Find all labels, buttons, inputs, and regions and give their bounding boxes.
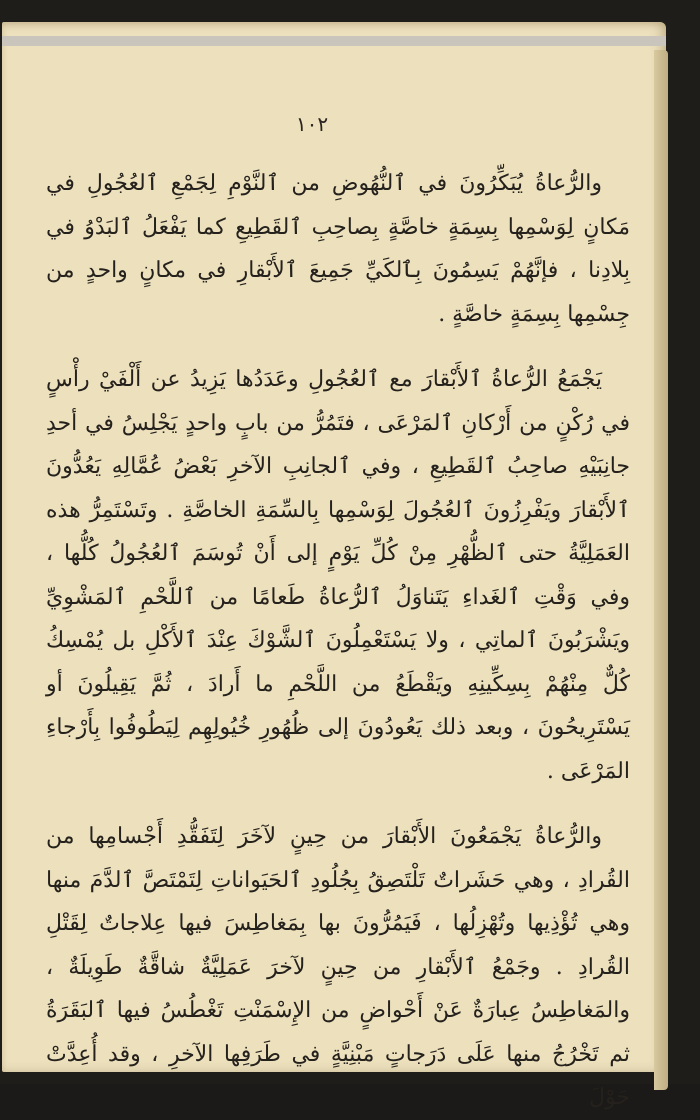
book-page (2, 22, 666, 1110)
page-top-edge (2, 36, 666, 46)
paragraph-herding-process: يَجْمَعُ الرُّعاةُ ٱلأَبْقارَ مع ٱلعُجُولِ وعَدَدُها يَزِيدُ عن أَلْفَيْ رأْسٍ في رُكْنٍ من أَرْكانِ ٱلمَرْعَى ، فتَمُرُّ من بابٍ واحدٍ يَجْلِسُ في أحدِ جانِبَيْهِ صاحِبُ ٱلقَطِيعِ ، وفي ٱلجانِبِ الآخرِ بَعْضُ عُمَّالِهِ يَعُدُّونَ ٱلأَبْقارَ ويَفْرِزُونَ ٱلعُجُولَ لِوَسْمِها بِالسِّمَةِ الخاصَّةِ . وتَسْتَمِرُّ هذه العَمَلِيَّةُ حتى ٱلظُّهْرِ مِنْ كُلِّ يَوْمٍ إلى أَنْ تُوسَمَ ٱلعُجُولُ كُلُّها ، وفي وَقْتِ ٱلغَداءِ يَتَناوَلُ ٱلرُّعاةُ طَعامًا من ٱللَّحْمِ ٱلمَشْوِيِّ ويَشْرَبُونَ ٱلماتِي ، ولا يَسْتَعْمِلُونَ ٱلشَّوْكَ عِنْدَ ٱلأَكْلِ بل يُمْسِكُ كُلٌّ مِنْهُمْ بِسِكِّينِهِ ويَقْطَعُ من اللَّحْمِ ما أَرادَ ، ثُمَّ يَقِيلُونَ أو يَسْتَرِيحُونَ ، وبعد ذلك يَعُودُونَ إلى ظُهُورِ خُيُولِهِم لِيَطُوفُوا بِأَرْجاءِ المَرْعَى . (46, 367, 631, 784)
page-right-edge (654, 50, 668, 1090)
paragraph-tick-treatment: والرُّعاةُ يَجْمَعُونَ الأَبْقارَ من حِينٍ لآخَرَ لِتَفَقُّدِ أَجْسامِها من القُرادِ ، وهي حَشَراتٌ تَلْتَصِقُ بِجُلُودِ ٱلحَيَواناتِ لِتَمْتَصَّ ٱلدَّمَ منها وهي تُؤْذِيها وتُهْزِلُها ، فَيَمُرُّونَ بها بِمَغاطِسَ فيها عِلاجاتٌ لِقَتْلِ القُرادِ . وجَمْعُ ٱلأَبْقارِ من حِينٍ لآخرَ عَمَلِيَّةٌ شاقَّةٌ طَوِيلَةٌ ، والمَغاطِسُ عِبارَةٌ عَنْ أَحْواضٍ من الإِسْمَنْتِ تَغْطُسُ فيها ٱلبَقَرَةُ ثم تَخْرُجُ منها عَلَى دَرَجاتٍ مَبْنِيَّةٍ في طَرَفِها الآخرِ ، وقد أُعِدَّتْ حَوْلَ (46, 824, 630, 1110)
paragraph-branding-calves: والرُّعاةُ يُبَكِّرُونَ في ٱلنُّهُوضِ من ٱلنَّوْمِ لِجَمْعِ ٱلعُجُولِ في مَكانٍ لِوَسْمِها بِسِمَةٍ خاصَّةٍ بِصاحِبِ ٱلقَطِيعِ كما يَفْعَلُ ٱلبَدْوُ في بِلادِنا ، فإنَّهُمْ يَسِمُونَ بِٱلكَيِّ جَمِيعَ ٱلأَبْقارِ في مكانٍ واحدٍ من جِسْمِها بِسِمَةٍ خاصَّةٍ . (46, 171, 630, 327)
page-number: ١٠٢ (295, 112, 329, 136)
page-body (46, 162, 630, 1120)
